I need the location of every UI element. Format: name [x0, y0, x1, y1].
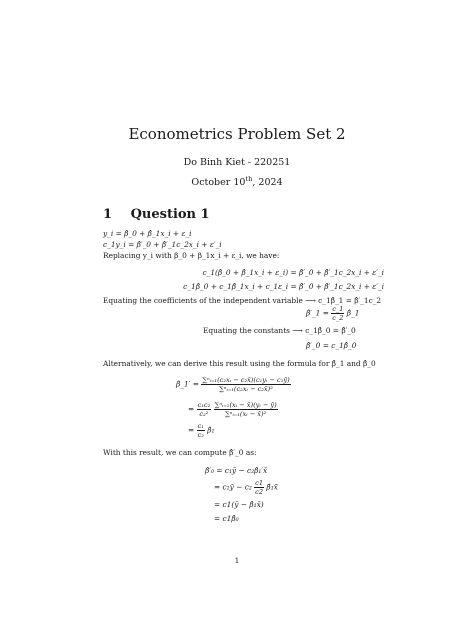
section-heading: [103, 207, 210, 222]
fraction-numerator: c₁: [197, 422, 204, 430]
with-result-text: With this result, we can compute β̂′_0 as:: [103, 448, 257, 457]
beta1-prime-equation: [306, 305, 359, 322]
replace-equation-1: c_1(β̂_0 + β̂_1x_i + ε_i) = β̂′_0 + β̂′_1c_2x_i + ε′_i: [202, 268, 384, 277]
paper-title: Econometrics Problem Set 2: [128, 125, 346, 143]
replacing-text: Replacing y_i with β_0 + β_1x_i + ε_i, we have:: [103, 251, 280, 260]
formula-line-1: [176, 376, 291, 393]
equating-constants-text: Equating the constants ⟶ c_1β̂_0 = β̂′_0: [203, 326, 356, 335]
fraction-numerator: ∑ⁿᵢ₌₁(xᵢ − x̄)(yᵢ − ȳ): [214, 401, 277, 409]
date-line: [0, 174, 474, 188]
date-suffix: th: [245, 174, 253, 183]
fraction-numerator: c1: [255, 479, 264, 487]
b0-line-2-end: β̂₁x̄: [266, 482, 278, 492]
fraction-denominator: ∑ⁿᵢ₌₁(xᵢ − x̄)²: [225, 410, 267, 418]
fraction-denominator: c₂²: [199, 410, 209, 418]
formula-line-3: [188, 422, 215, 439]
formula-lhs: β̂_1′ =: [176, 379, 199, 389]
fraction-denominator: c_2: [332, 314, 344, 322]
b0-line-3: = c1(ȳ − β̂₁x̄): [214, 500, 264, 509]
date-year: , 2024: [252, 177, 283, 188]
page-number: 1: [234, 556, 240, 565]
model-equation-b: c_1y_i = β̂′_0 + β̂′_1c_2x_i + ε′_i: [103, 240, 222, 249]
author-line: Do Binh Kiet - 220251: [183, 157, 291, 168]
alternative-text: Alternatively, we can derive this result using the formula for β̂_1 and β̂_0: [103, 359, 376, 368]
formula-fraction-3: [197, 422, 205, 439]
equals-sign: =: [188, 404, 195, 414]
formula-tail: β̂₁: [207, 425, 215, 435]
fraction-denominator: c₂: [197, 431, 204, 439]
b0-line-2-start: = c₁ȳ − c₂: [214, 482, 252, 492]
replace-equation-2: c_1β̂_0 + c_1β̂_1x_i + c_1ε_i = β̂′_0 + β̂′_1c_2x_i + ε′_i: [183, 282, 384, 291]
fraction-numerator: ∑ⁿᵢ₌₁(c₂xᵢ − c₂x̄)(c₁yᵢ − c₁ȳ): [202, 376, 290, 384]
beta0-prime-equation: β̂′_0 = c_1β̂_0: [306, 341, 357, 350]
date-main: October 10: [191, 177, 246, 188]
formula-fraction-2b: [214, 401, 278, 418]
b0-line-1: β̂′₀ = c₁ȳ − c₂β̂₁′x̄: [205, 466, 268, 475]
formula-fraction-1: [201, 376, 290, 393]
beta1-prime-tail: β̂_1: [346, 308, 360, 318]
equating-coefficients-text: Equating the coefficients of the independent variable ⟶ c_1β̂_1 = β̂′_1c_2: [103, 296, 382, 305]
formula-fraction-2a: [197, 401, 212, 418]
fraction-denominator: c2: [255, 488, 264, 496]
fraction-numerator: c_1: [332, 305, 344, 313]
b0-line-2: [214, 479, 278, 496]
fraction-numerator: c₁c₂: [197, 401, 211, 409]
equals-sign: =: [188, 425, 195, 435]
section-number: 1: [103, 207, 113, 222]
formula-line-2: [188, 401, 278, 418]
section-title: Question 1: [130, 207, 210, 222]
b0-line-2-fraction: [254, 479, 264, 496]
fraction-denominator: ∑ⁿᵢ₌₁(c₂xᵢ − c₂x̄)²: [219, 385, 273, 393]
beta1-prime-fraction: [331, 305, 344, 322]
beta1-prime-lhs: β̂′_1 =: [306, 308, 329, 318]
b0-line-4: = c1β̂₀: [214, 514, 239, 523]
model-equation-a: y_i = β̂_0 + β̂_1x_i + ε_i: [103, 229, 192, 238]
